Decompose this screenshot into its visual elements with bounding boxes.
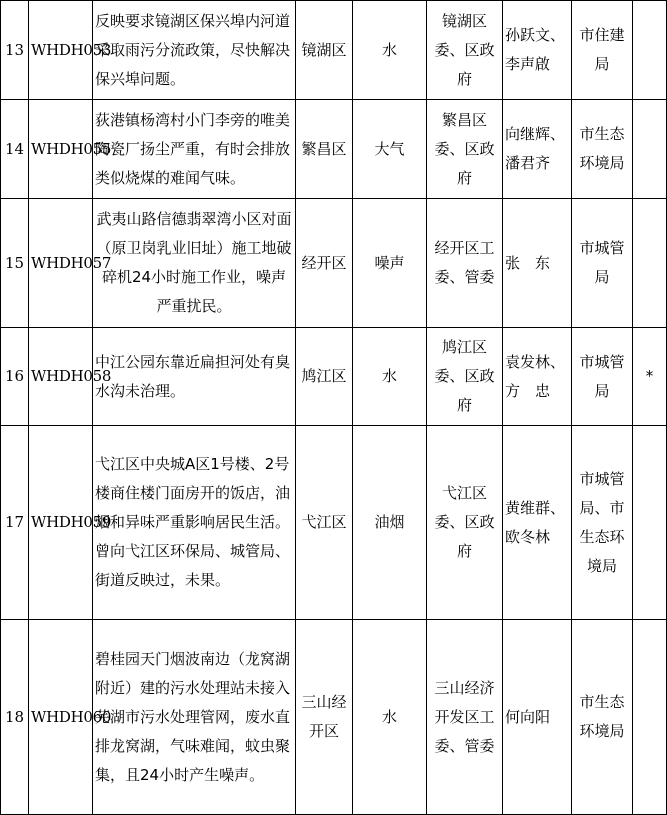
responsible-leaders: 袁发林、方 忠 [503,328,572,426]
remark [633,426,667,620]
district: 镜湖区 [296,1,353,100]
responsible-leaders: 张 东 [503,199,572,328]
pollution-type: 水 [353,620,427,815]
case-code: WHDH060 [29,620,93,815]
table-row [1,199,667,328]
pollution-type: 噪声 [353,199,427,328]
remark [633,199,667,328]
table-row [1,426,667,620]
complaint-description: 碧桂园天门烟波南边（龙窝湖附近）建的污水处理站未接入芜湖市污水处理管网，废水直排龙窝湖，气味难闻，蚊虫聚集，且24小时产生噪声。 [93,620,296,815]
row-number: 17 [1,426,29,620]
district: 弋江区 [296,426,353,620]
remark [633,1,667,100]
table-row [1,1,667,100]
pollution-type: 油烟 [353,426,427,620]
remark: * [633,328,667,426]
pollution-type: 大气 [353,100,427,199]
responsible-unit: 弋江区委、区政府 [427,426,503,620]
responsible-unit: 繁昌区委、区政府 [427,100,503,199]
responsible-department: 市城管局 [572,199,633,328]
complaint-description: 弋江区中央城A区1号楼、2号楼商住楼门面房开的饭店，油烟和异味严重影响居民生活。曾向弋江区环保局、城管局、街道反映过，未果。 [93,426,296,620]
table-row [1,328,667,426]
district: 繁昌区 [296,100,353,199]
row-number: 15 [1,199,29,328]
case-code: WHDH058 [29,328,93,426]
responsible-unit: 三山经济开发区工委、管委 [427,620,503,815]
responsible-department: 市生态环境局 [572,100,633,199]
case-code: WHDH055 [29,100,93,199]
row-number: 14 [1,100,29,199]
table-row [1,100,667,199]
pollution-type: 水 [353,328,427,426]
table-row [1,620,667,815]
responsible-unit: 镜湖区委、区政府 [427,1,503,100]
responsible-department: 市生态环境局 [572,620,633,815]
responsible-leaders: 向继辉、潘君齐 [503,100,572,199]
complaint-description: 中江公园东靠近扁担河处有臭水沟未治理。 [93,328,296,426]
responsible-leaders: 孙跃文、李声啟 [503,1,572,100]
complaint-description: 反映要求镜湖区保兴埠内河道采取雨污分流政策，尽快解决保兴埠问题。 [93,1,296,100]
responsible-department: 市城管局、市生态环境局 [572,426,633,620]
pollution-type: 水 [353,1,427,100]
district: 三山经开区 [296,620,353,815]
case-code: WHDH057 [29,199,93,328]
case-code: WHDH059 [29,426,93,620]
remark [633,100,667,199]
district: 鸠江区 [296,328,353,426]
responsible-unit: 经开区工委、管委 [427,199,503,328]
district: 经开区 [296,199,353,328]
complaint-description: 武夷山路信德翡翠湾小区对面（原卫岗乳业旧址）施工地破碎机24小时施工作业，噪声严重扰民。 [93,199,296,328]
row-number: 16 [1,328,29,426]
table-body [1,1,667,815]
row-number: 18 [1,620,29,815]
responsible-department: 市城管局 [572,328,633,426]
row-number: 13 [1,1,29,100]
responsible-department: 市住建局 [572,1,633,100]
case-code: WHDH053 [29,1,93,100]
complaint-description: 荻港镇杨湾村小门李旁的唯美陶瓷厂扬尘严重，有时会排放类似烧煤的难闻气味。 [93,100,296,199]
responsible-leaders: 何向阳 [503,620,572,815]
responsible-unit: 鸠江区委、区政府 [427,328,503,426]
remark [633,620,667,815]
responsible-leaders: 黄维群、欧冬林 [503,426,572,620]
